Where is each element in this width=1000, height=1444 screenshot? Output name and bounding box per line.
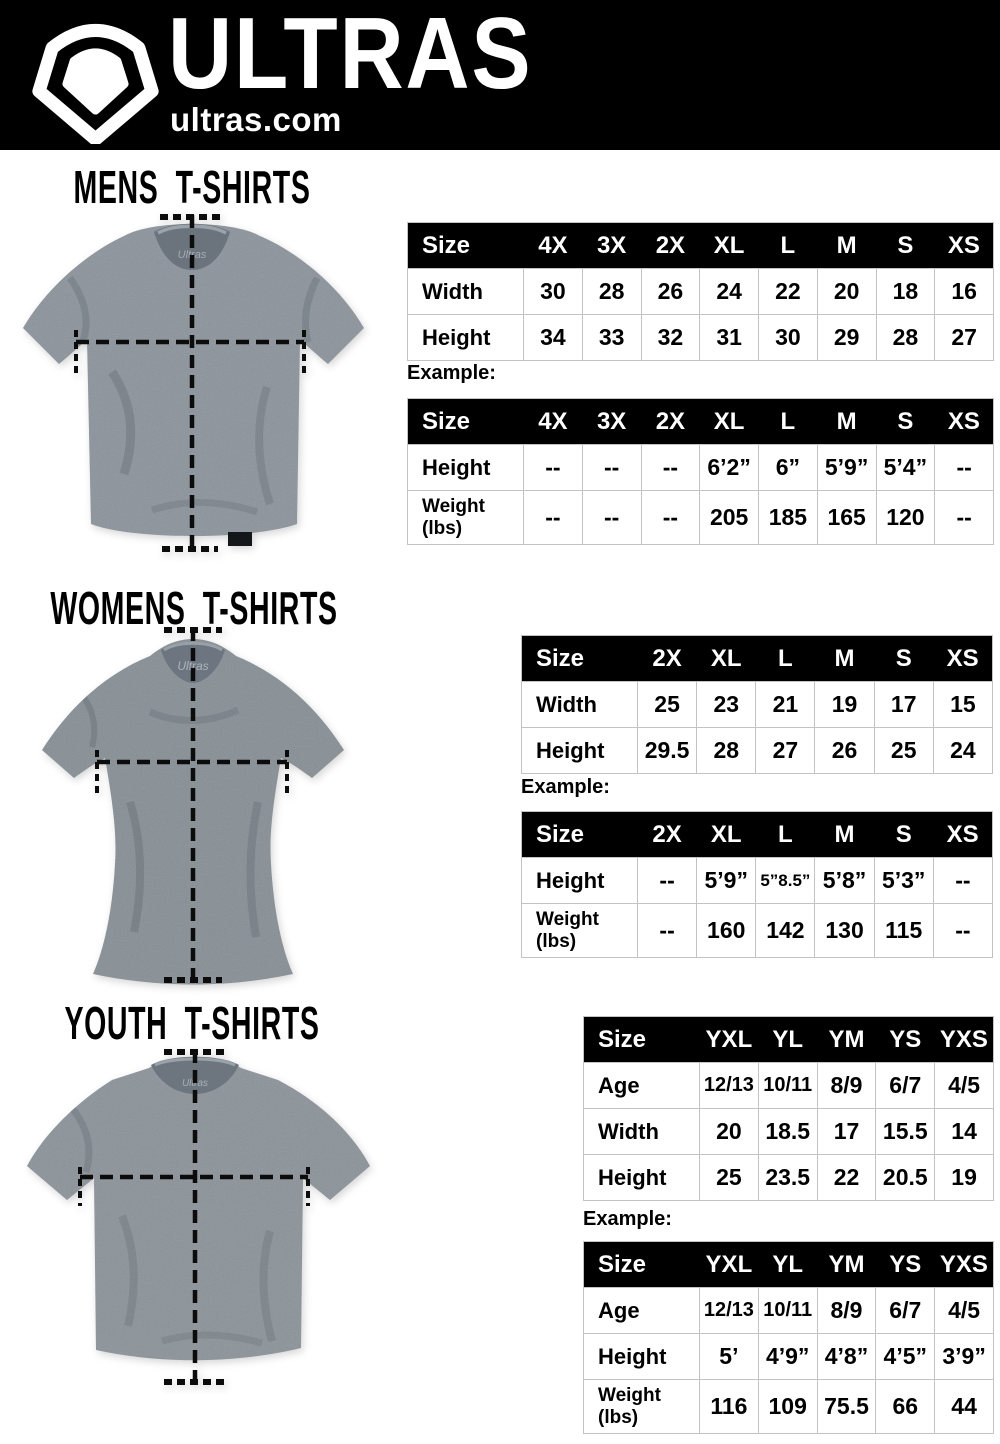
size-value-cell: 24 bbox=[933, 728, 992, 774]
size-value-cell: 22 bbox=[817, 1155, 876, 1201]
row-label: Weight (lbs) bbox=[584, 1380, 700, 1434]
mens-size-table bbox=[407, 222, 994, 361]
size-header-cell: YXL bbox=[700, 1242, 759, 1288]
size-value-cell: 30 bbox=[524, 269, 583, 315]
table-row bbox=[522, 682, 993, 728]
size-header-cell: 2X bbox=[641, 223, 700, 269]
table-row bbox=[522, 858, 993, 904]
youth-tshirt-image bbox=[12, 1046, 392, 1394]
size-header-cell: L bbox=[756, 812, 815, 858]
size-value-cell: 33 bbox=[582, 315, 641, 361]
table-row bbox=[584, 1380, 994, 1434]
row-label: Height bbox=[408, 315, 524, 361]
size-value-cell: -- bbox=[582, 491, 641, 545]
size-value-cell: 15.5 bbox=[876, 1109, 935, 1155]
row-label: Height bbox=[584, 1334, 700, 1380]
size-value-cell: 130 bbox=[815, 904, 874, 958]
size-header-cell: XL bbox=[697, 636, 756, 682]
table-row bbox=[408, 491, 994, 545]
size-value-cell: 23 bbox=[697, 682, 756, 728]
size-value-cell: 27 bbox=[756, 728, 815, 774]
size-column-title: Size bbox=[408, 223, 524, 269]
size-value-cell: -- bbox=[524, 491, 583, 545]
size-value-cell: 31 bbox=[700, 315, 759, 361]
row-label: Height bbox=[584, 1155, 700, 1201]
table-row bbox=[522, 904, 993, 958]
size-value-cell: 116 bbox=[700, 1380, 759, 1434]
size-header-cell: XL bbox=[700, 399, 759, 445]
row-label: Weight (lbs) bbox=[408, 491, 524, 545]
pentagon-shield-icon bbox=[24, 7, 167, 144]
size-value-cell: 18 bbox=[876, 269, 935, 315]
size-value-cell: 34 bbox=[524, 315, 583, 361]
size-header-cell: S bbox=[876, 223, 935, 269]
size-value-cell: 66 bbox=[876, 1380, 935, 1434]
size-value-cell: 6/7 bbox=[876, 1063, 935, 1109]
section-title-mens: MENS T-SHIRTS bbox=[73, 161, 311, 213]
size-header-cell: M bbox=[817, 223, 876, 269]
mens-example-label: Example: bbox=[407, 362, 496, 384]
row-label: Width bbox=[408, 269, 524, 315]
size-value-cell: 20 bbox=[700, 1109, 759, 1155]
table-row bbox=[408, 269, 994, 315]
size-value-cell: 5’9” bbox=[817, 445, 876, 491]
size-value-cell: 4’8” bbox=[817, 1334, 876, 1380]
size-header-cell: 4X bbox=[524, 399, 583, 445]
site-url: ultras.com bbox=[170, 101, 342, 138]
size-header-cell: YXL bbox=[700, 1017, 759, 1063]
size-header-cell: S bbox=[874, 812, 933, 858]
size-column-title: Size bbox=[584, 1017, 700, 1063]
table-row bbox=[522, 728, 993, 774]
mens-hem-tag bbox=[228, 532, 252, 546]
size-header-cell: YM bbox=[817, 1242, 876, 1288]
row-label: Width bbox=[522, 682, 638, 728]
size-value-cell: 19 bbox=[815, 682, 874, 728]
size-value-cell: 16 bbox=[935, 269, 994, 315]
size-value-cell: 120 bbox=[876, 491, 935, 545]
womens-size-table bbox=[521, 635, 993, 774]
youth-size-table bbox=[583, 1016, 994, 1201]
size-value-cell: 24 bbox=[700, 269, 759, 315]
size-value-cell: 10/11 bbox=[758, 1288, 817, 1334]
womens-tshirt-image bbox=[30, 622, 400, 990]
row-label: Height bbox=[522, 858, 638, 904]
size-value-cell: 32 bbox=[641, 315, 700, 361]
mens-collar-label-text: Ultras bbox=[177, 249, 207, 261]
size-value-cell: 160 bbox=[697, 904, 756, 958]
size-value-cell: 14 bbox=[935, 1109, 994, 1155]
size-value-cell: 28 bbox=[876, 315, 935, 361]
table-row bbox=[408, 315, 994, 361]
size-column-title: Size bbox=[584, 1242, 700, 1288]
size-value-cell: 30 bbox=[759, 315, 818, 361]
size-header-cell: L bbox=[759, 223, 818, 269]
size-header-cell: M bbox=[815, 636, 874, 682]
size-header-cell: YS bbox=[876, 1242, 935, 1288]
table-row bbox=[584, 1063, 994, 1109]
size-column-title: Size bbox=[522, 636, 638, 682]
womens-example-table bbox=[521, 811, 993, 958]
size-value-cell: 8/9 bbox=[817, 1288, 876, 1334]
size-value-cell: 27 bbox=[935, 315, 994, 361]
size-header-cell: XS bbox=[933, 636, 992, 682]
size-value-cell: 5’4” bbox=[876, 445, 935, 491]
row-label: Weight (lbs) bbox=[522, 904, 638, 958]
mens-tshirt-image bbox=[12, 212, 390, 560]
size-value-cell: 29.5 bbox=[638, 728, 697, 774]
size-value-cell: 17 bbox=[817, 1109, 876, 1155]
size-column-title: Size bbox=[408, 399, 524, 445]
size-value-cell: 185 bbox=[759, 491, 818, 545]
size-value-cell: -- bbox=[641, 491, 700, 545]
size-value-cell: 29 bbox=[817, 315, 876, 361]
size-value-cell: -- bbox=[935, 445, 994, 491]
size-column-title: Size bbox=[522, 812, 638, 858]
row-label: Age bbox=[584, 1063, 700, 1109]
size-header-cell: 4X bbox=[524, 223, 583, 269]
size-header-cell: M bbox=[817, 399, 876, 445]
size-value-cell: 10/11 bbox=[758, 1063, 817, 1109]
size-value-cell: -- bbox=[933, 858, 992, 904]
size-header-cell: YXS bbox=[935, 1242, 994, 1288]
row-label: Width bbox=[584, 1109, 700, 1155]
brand-wordmark: ULTRAS bbox=[168, 0, 533, 110]
size-value-cell: 165 bbox=[817, 491, 876, 545]
size-value-cell: 20 bbox=[817, 269, 876, 315]
size-header-cell: YL bbox=[758, 1017, 817, 1063]
size-value-cell: -- bbox=[641, 445, 700, 491]
row-label: Height bbox=[522, 728, 638, 774]
size-header-cell: L bbox=[756, 636, 815, 682]
size-value-cell: 6” bbox=[759, 445, 818, 491]
mens-example-table bbox=[407, 398, 994, 545]
size-value-cell: 26 bbox=[641, 269, 700, 315]
size-header-cell: XS bbox=[935, 223, 994, 269]
size-header-cell: 3X bbox=[582, 399, 641, 445]
size-header-cell: 3X bbox=[582, 223, 641, 269]
size-header-cell: M bbox=[815, 812, 874, 858]
size-header-cell: YL bbox=[758, 1242, 817, 1288]
size-value-cell: -- bbox=[638, 904, 697, 958]
womens-example-label: Example: bbox=[521, 776, 610, 798]
size-value-cell: 12/13 bbox=[700, 1288, 759, 1334]
size-value-cell: 22 bbox=[759, 269, 818, 315]
size-value-cell: 12/13 bbox=[700, 1063, 759, 1109]
size-value-cell: 26 bbox=[815, 728, 874, 774]
size-value-cell: -- bbox=[935, 491, 994, 545]
size-value-cell: 18.5 bbox=[758, 1109, 817, 1155]
size-header-cell: 2X bbox=[638, 812, 697, 858]
size-value-cell: 5’8” bbox=[815, 858, 874, 904]
row-label: Height bbox=[408, 445, 524, 491]
size-header-cell: YS bbox=[876, 1017, 935, 1063]
size-value-cell: 6’2” bbox=[700, 445, 759, 491]
size-header-cell: XS bbox=[933, 812, 992, 858]
size-header-cell: 2X bbox=[641, 399, 700, 445]
size-value-cell: 21 bbox=[756, 682, 815, 728]
size-value-cell: 15 bbox=[933, 682, 992, 728]
table-row bbox=[584, 1288, 994, 1334]
size-value-cell: 17 bbox=[874, 682, 933, 728]
size-value-cell: 6/7 bbox=[876, 1288, 935, 1334]
table-row bbox=[584, 1109, 994, 1155]
youth-collar-label-text: Ultras bbox=[181, 1078, 209, 1089]
size-value-cell: 75.5 bbox=[817, 1380, 876, 1434]
size-value-cell: 5’ bbox=[700, 1334, 759, 1380]
table-row bbox=[584, 1334, 994, 1380]
size-value-cell: 28 bbox=[697, 728, 756, 774]
size-value-cell: 5’3” bbox=[874, 858, 933, 904]
size-header-cell: YXS bbox=[935, 1017, 994, 1063]
size-value-cell: 4/5 bbox=[935, 1063, 994, 1109]
size-value-cell: 8/9 bbox=[817, 1063, 876, 1109]
size-value-cell: 5’9” bbox=[697, 858, 756, 904]
size-value-cell: -- bbox=[638, 858, 697, 904]
size-header-cell: S bbox=[876, 399, 935, 445]
table-row bbox=[584, 1155, 994, 1201]
size-header-cell: L bbox=[759, 399, 818, 445]
size-value-cell: 44 bbox=[935, 1380, 994, 1434]
size-value-cell: 25 bbox=[700, 1155, 759, 1201]
youth-example-table bbox=[583, 1241, 994, 1434]
size-value-cell: 4’9” bbox=[758, 1334, 817, 1380]
size-header-cell: S bbox=[874, 636, 933, 682]
section-title-womens: WOMENS T-SHIRTS bbox=[50, 582, 338, 634]
table-row bbox=[408, 445, 994, 491]
size-value-cell: 5”8.5” bbox=[756, 858, 815, 904]
size-value-cell: 115 bbox=[874, 904, 933, 958]
womens-collar-label-text: Ultras bbox=[177, 659, 209, 673]
size-value-cell: 205 bbox=[700, 491, 759, 545]
size-value-cell: 109 bbox=[758, 1380, 817, 1434]
size-value-cell: -- bbox=[524, 445, 583, 491]
size-value-cell: 23.5 bbox=[758, 1155, 817, 1201]
size-header-cell: 2X bbox=[638, 636, 697, 682]
size-header-cell: XS bbox=[935, 399, 994, 445]
size-value-cell: 4’5” bbox=[876, 1334, 935, 1380]
size-value-cell: -- bbox=[933, 904, 992, 958]
size-value-cell: -- bbox=[582, 445, 641, 491]
youth-example-label: Example: bbox=[583, 1208, 672, 1230]
size-value-cell: 20.5 bbox=[876, 1155, 935, 1201]
size-value-cell: 25 bbox=[638, 682, 697, 728]
size-header-cell: YM bbox=[817, 1017, 876, 1063]
size-value-cell: 28 bbox=[582, 269, 641, 315]
size-value-cell: 25 bbox=[874, 728, 933, 774]
size-value-cell: 4/5 bbox=[935, 1288, 994, 1334]
section-title-youth: YOUTH T-SHIRTS bbox=[64, 997, 320, 1049]
size-value-cell: 142 bbox=[756, 904, 815, 958]
size-value-cell: 3’9” bbox=[935, 1334, 994, 1380]
size-value-cell: 19 bbox=[935, 1155, 994, 1201]
size-header-cell: XL bbox=[700, 223, 759, 269]
size-header-cell: XL bbox=[697, 812, 756, 858]
row-label: Age bbox=[584, 1288, 700, 1334]
header-bar bbox=[0, 0, 1000, 150]
